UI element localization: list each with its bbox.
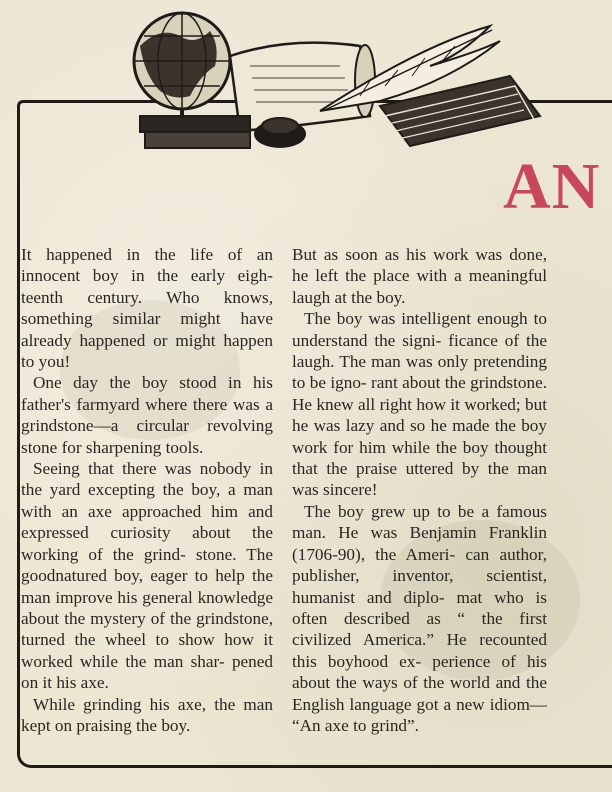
paragraph: Seeing that there was nobody in the yard excepting the boy, a man with an axe approached him and expressed curiosity about the working of the grind- stone. The goodnatured boy, eager to help the man improve his general knowledge about the mystery of the grindstone, turned the wheel to show how it worked while the man shar- pened on it his axe. (21, 459, 273, 693)
paragraph: One day the boy stood in his father's farmyard where there was a grindstone—a circular revolving stone for sharpening tools. (21, 373, 273, 457)
left-column (21, 244, 273, 736)
header-illustration (120, 6, 610, 166)
globe-icon (134, 13, 230, 126)
scroll-icon (230, 43, 375, 131)
paragraph: It happened in the life of an innocent boy in the early eigh- teenth century. Who knows, something similar might have already happened or might happen to you! (21, 245, 273, 372)
paragraph: The boy was intelligent enough to understand the signi- ficance of the laugh. The man was only pretending to be igno- rant about the grindstone. He knew all right how it worked; but he was lazy and so he made the boy work for him while the boy thought that the praise uttered by the man was sincere! (292, 309, 547, 500)
headline-fragment: AN (503, 150, 601, 223)
paragraph: While grinding his axe, the man kept on praising the boy. (21, 694, 273, 735)
paragraph: The boy grew up to be a famous man. He was Benjamin Franklin (1706-90), the Ameri- can author, publisher, inventor, scientist, humanist and diplo- mat who is often described as “ the first civilized America.” He recounted this boyhood ex- perience of his about the ways of the world and the English language got a new idiom— “An axe to grind”. (292, 501, 547, 735)
paragraph: But as soon as his work was done, he left the place with a meaningful laugh at the boy. (292, 245, 547, 307)
right-column (292, 244, 547, 736)
